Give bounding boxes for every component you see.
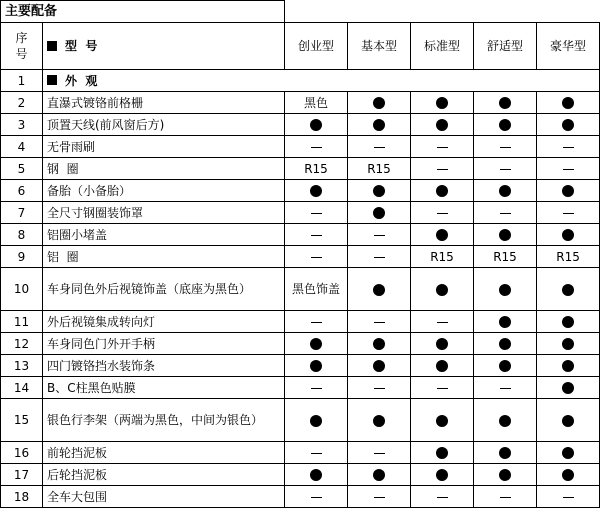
not-available-cell	[474, 377, 537, 399]
feature-label: 车身同色外后视镜饰盖（底座为黑色）	[43, 268, 285, 311]
table-row	[1, 399, 600, 442]
dash-icon	[311, 257, 322, 258]
header-model-5: 豪华型	[537, 23, 600, 70]
standard-equipment-cell	[537, 442, 600, 464]
not-available-cell	[411, 311, 474, 333]
standard-equipment-cell	[411, 464, 474, 486]
filled-circle-icon	[373, 207, 385, 219]
header-num	[1, 23, 43, 70]
feature-label: 无骨雨刷	[43, 136, 285, 158]
standard-equipment-cell	[348, 355, 411, 377]
not-available-cell	[348, 377, 411, 399]
filled-circle-icon	[436, 284, 448, 296]
feature-label: 直瀑式镀铬前格栅	[43, 92, 285, 114]
feature-label: 四门镀铬挡水装饰条	[43, 355, 285, 377]
standard-equipment-cell	[411, 92, 474, 114]
dash-icon	[500, 497, 511, 498]
filled-circle-icon	[310, 338, 322, 350]
square-bullet-icon	[47, 75, 57, 85]
not-available-cell	[537, 136, 600, 158]
table-row	[1, 136, 600, 158]
not-available-cell	[411, 486, 474, 508]
standard-equipment-cell	[537, 92, 600, 114]
header-row	[1, 23, 600, 70]
dash-icon	[311, 213, 322, 214]
filled-circle-icon	[499, 229, 511, 241]
feature-label: 车身同色门外开手柄	[43, 333, 285, 355]
row-number: 7	[1, 202, 43, 224]
filled-circle-icon	[499, 447, 511, 459]
standard-equipment-cell	[348, 92, 411, 114]
header-model-1: 创业型	[285, 23, 348, 70]
standard-equipment-cell	[537, 224, 600, 246]
title-filler	[285, 1, 600, 23]
dash-icon	[374, 257, 385, 258]
standard-equipment-cell	[348, 180, 411, 202]
row-number: 5	[1, 158, 43, 180]
not-available-cell	[285, 202, 348, 224]
table-row	[1, 464, 600, 486]
dash-icon	[500, 169, 511, 170]
standard-equipment-cell	[474, 114, 537, 136]
standard-equipment-cell	[474, 333, 537, 355]
dash-icon	[563, 147, 574, 148]
filled-circle-icon	[436, 360, 448, 372]
value-cell: R15	[285, 158, 348, 180]
row-number: 3	[1, 114, 43, 136]
dash-icon	[500, 213, 511, 214]
table-row	[1, 442, 600, 464]
not-available-cell	[285, 442, 348, 464]
filled-circle-icon	[499, 119, 511, 131]
dash-icon	[563, 169, 574, 170]
filled-circle-icon	[499, 360, 511, 372]
row-number: 2	[1, 92, 43, 114]
standard-equipment-cell	[474, 464, 537, 486]
feature-label: 铝圈小堵盖	[43, 224, 285, 246]
standard-equipment-cell	[537, 268, 600, 311]
feature-label: 外后视镜集成转向灯	[43, 311, 285, 333]
standard-equipment-cell	[474, 268, 537, 311]
dash-icon	[374, 453, 385, 454]
row-number: 4	[1, 136, 43, 158]
table-title: 主要配备	[1, 1, 285, 23]
table-row	[1, 246, 600, 268]
table-row	[1, 224, 600, 246]
table-row	[1, 202, 600, 224]
not-available-cell	[285, 224, 348, 246]
filled-circle-icon	[562, 284, 574, 296]
filled-circle-icon	[499, 284, 511, 296]
standard-equipment-cell	[474, 399, 537, 442]
not-available-cell	[474, 136, 537, 158]
row-number: 10	[1, 268, 43, 311]
standard-equipment-cell	[348, 399, 411, 442]
filled-circle-icon	[562, 338, 574, 350]
filled-circle-icon	[310, 360, 322, 372]
not-available-cell	[285, 486, 348, 508]
filled-circle-icon	[562, 469, 574, 481]
standard-equipment-cell	[285, 399, 348, 442]
filled-circle-icon	[499, 415, 511, 427]
standard-equipment-cell	[285, 464, 348, 486]
standard-equipment-cell	[348, 114, 411, 136]
not-available-cell	[348, 136, 411, 158]
filled-circle-icon	[562, 447, 574, 459]
standard-equipment-cell	[411, 224, 474, 246]
standard-equipment-cell	[348, 333, 411, 355]
filled-circle-icon	[436, 97, 448, 109]
not-available-cell	[285, 136, 348, 158]
table-row	[1, 70, 600, 92]
filled-circle-icon	[436, 119, 448, 131]
header-model-4: 舒适型	[474, 23, 537, 70]
filled-circle-icon	[373, 185, 385, 197]
not-available-cell	[537, 158, 600, 180]
table-row	[1, 268, 600, 311]
not-available-cell	[348, 246, 411, 268]
filled-circle-icon	[373, 338, 385, 350]
filled-circle-icon	[499, 97, 511, 109]
standard-equipment-cell	[411, 268, 474, 311]
feature-label: 全尺寸钢圈装饰罩	[43, 202, 285, 224]
dash-icon	[374, 388, 385, 389]
filled-circle-icon	[436, 469, 448, 481]
table-row	[1, 92, 600, 114]
dash-icon	[563, 213, 574, 214]
filled-circle-icon	[373, 119, 385, 131]
value-cell: R15	[537, 246, 600, 268]
not-available-cell	[348, 311, 411, 333]
standard-equipment-cell	[411, 333, 474, 355]
standard-equipment-cell	[537, 355, 600, 377]
dash-icon	[437, 169, 448, 170]
row-number: 15	[1, 399, 43, 442]
feature-label: 银色行李架（两端为黑色，中间为银色）	[43, 399, 285, 442]
value-cell: R15	[411, 246, 474, 268]
standard-equipment-cell	[474, 92, 537, 114]
dash-icon	[374, 497, 385, 498]
filled-circle-icon	[499, 316, 511, 328]
standard-equipment-cell	[474, 180, 537, 202]
standard-equipment-cell	[411, 114, 474, 136]
feature-label: 前轮挡泥板	[43, 442, 285, 464]
header-feature-label: 型 号	[65, 39, 98, 53]
row-number: 16	[1, 442, 43, 464]
feature-label: B、C柱黑色贴膜	[43, 377, 285, 399]
dash-icon	[311, 453, 322, 454]
dash-icon	[437, 322, 448, 323]
dash-icon	[311, 322, 322, 323]
filled-circle-icon	[310, 415, 322, 427]
filled-circle-icon	[436, 447, 448, 459]
standard-equipment-cell	[348, 268, 411, 311]
not-available-cell	[348, 486, 411, 508]
title-row	[1, 1, 600, 23]
standard-equipment-cell	[285, 114, 348, 136]
standard-equipment-cell	[537, 377, 600, 399]
header-feature	[43, 23, 285, 70]
standard-equipment-cell	[537, 311, 600, 333]
dash-icon	[437, 497, 448, 498]
dash-icon	[500, 147, 511, 148]
not-available-cell	[285, 311, 348, 333]
dash-icon	[311, 497, 322, 498]
section-heading	[43, 70, 600, 92]
filled-circle-icon	[562, 415, 574, 427]
standard-equipment-cell	[474, 311, 537, 333]
standard-equipment-cell	[411, 355, 474, 377]
row-number: 17	[1, 464, 43, 486]
dash-icon	[500, 388, 511, 389]
feature-label: 铝 圈	[43, 246, 285, 268]
filled-circle-icon	[562, 185, 574, 197]
filled-circle-icon	[373, 97, 385, 109]
header-num-line2: 号	[15, 47, 28, 61]
filled-circle-icon	[373, 415, 385, 427]
header-model-2: 基本型	[348, 23, 411, 70]
filled-circle-icon	[562, 360, 574, 372]
header-model-3: 标准型	[411, 23, 474, 70]
feature-label: 备胎（小备胎）	[43, 180, 285, 202]
value-cell: 黑色	[285, 92, 348, 114]
filled-circle-icon	[436, 185, 448, 197]
dash-icon	[437, 213, 448, 214]
not-available-cell	[474, 158, 537, 180]
dash-icon	[311, 235, 322, 236]
filled-circle-icon	[499, 338, 511, 350]
table-row	[1, 180, 600, 202]
dash-icon	[437, 388, 448, 389]
row-number: 18	[1, 486, 43, 508]
feature-label: 顶置天线(前风窗后方)	[43, 114, 285, 136]
not-available-cell	[411, 377, 474, 399]
table-row	[1, 486, 600, 508]
not-available-cell	[411, 136, 474, 158]
table-row	[1, 355, 600, 377]
value-cell: R15	[474, 246, 537, 268]
standard-equipment-cell	[285, 180, 348, 202]
row-number: 8	[1, 224, 43, 246]
standard-equipment-cell	[537, 464, 600, 486]
dash-icon	[563, 497, 574, 498]
filled-circle-icon	[562, 382, 574, 394]
section-label: 外 观	[65, 73, 98, 88]
row-number: 9	[1, 246, 43, 268]
filled-circle-icon	[436, 338, 448, 350]
row-number: 12	[1, 333, 43, 355]
table-row	[1, 377, 600, 399]
not-available-cell	[348, 224, 411, 246]
standard-equipment-cell	[537, 114, 600, 136]
value-cell: R15	[348, 158, 411, 180]
dash-icon	[374, 147, 385, 148]
table-row	[1, 114, 600, 136]
filled-circle-icon	[373, 469, 385, 481]
feature-label: 后轮挡泥板	[43, 464, 285, 486]
standard-equipment-cell	[474, 442, 537, 464]
table-row	[1, 158, 600, 180]
table-row	[1, 333, 600, 355]
filled-circle-icon	[436, 229, 448, 241]
not-available-cell	[285, 377, 348, 399]
row-number: 13	[1, 355, 43, 377]
row-number: 11	[1, 311, 43, 333]
filled-circle-icon	[373, 360, 385, 372]
square-bullet-icon	[47, 41, 57, 51]
feature-label: 钢 圈	[43, 158, 285, 180]
not-available-cell	[537, 486, 600, 508]
standard-equipment-cell	[474, 224, 537, 246]
filled-circle-icon	[499, 469, 511, 481]
row-number: 1	[1, 70, 43, 92]
standard-equipment-cell	[348, 464, 411, 486]
filled-circle-icon	[562, 119, 574, 131]
standard-equipment-cell	[474, 355, 537, 377]
filled-circle-icon	[562, 316, 574, 328]
not-available-cell	[411, 202, 474, 224]
row-number: 6	[1, 180, 43, 202]
standard-equipment-cell	[537, 399, 600, 442]
header-num-line1: 序	[15, 31, 28, 45]
filled-circle-icon	[373, 284, 385, 296]
filled-circle-icon	[436, 415, 448, 427]
filled-circle-icon	[562, 97, 574, 109]
dash-icon	[311, 388, 322, 389]
not-available-cell	[474, 202, 537, 224]
table-row	[1, 311, 600, 333]
standard-equipment-cell	[411, 442, 474, 464]
row-number: 14	[1, 377, 43, 399]
standard-equipment-cell	[285, 333, 348, 355]
filled-circle-icon	[562, 229, 574, 241]
value-cell: 黑色饰盖	[285, 268, 348, 311]
filled-circle-icon	[310, 469, 322, 481]
feature-label: 全车大包围	[43, 486, 285, 508]
standard-equipment-cell	[348, 202, 411, 224]
standard-equipment-cell	[537, 333, 600, 355]
filled-circle-icon	[499, 185, 511, 197]
standard-equipment-cell	[411, 399, 474, 442]
dash-icon	[374, 235, 385, 236]
standard-equipment-cell	[285, 355, 348, 377]
dash-icon	[374, 322, 385, 323]
not-available-cell	[537, 202, 600, 224]
filled-circle-icon	[310, 119, 322, 131]
dash-icon	[437, 147, 448, 148]
not-available-cell	[411, 158, 474, 180]
not-available-cell	[348, 442, 411, 464]
standard-equipment-cell	[537, 180, 600, 202]
standard-equipment-cell	[411, 180, 474, 202]
filled-circle-icon	[310, 185, 322, 197]
not-available-cell	[285, 246, 348, 268]
dash-icon	[311, 147, 322, 148]
not-available-cell	[474, 486, 537, 508]
